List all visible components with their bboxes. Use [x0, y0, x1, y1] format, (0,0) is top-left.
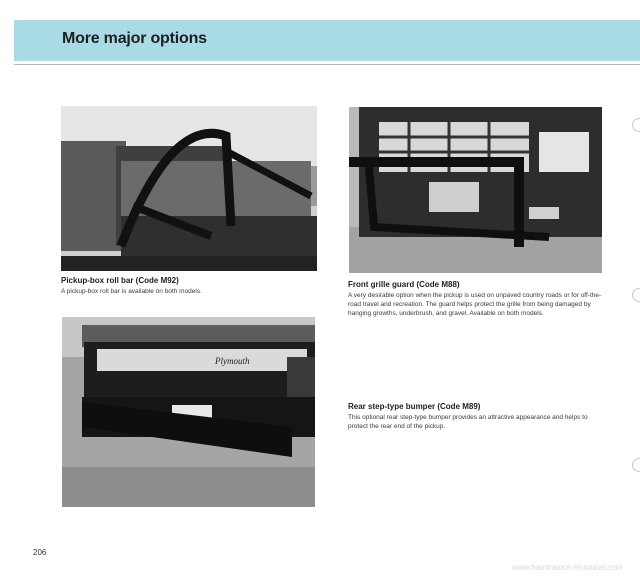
roll-bar-description: A pickup-box roll bar is available on both models.: [61, 288, 202, 295]
rear-bumper-title: Rear step-type bumper (Code M89): [348, 402, 481, 411]
page-number: 206: [33, 548, 47, 557]
grille-guard-description: A very desirable option when the pickup is used on unpaved country roads or for off-the-road travel and recreation. The guard helps protect the grille from being damaged by hanging growths, underbrush, and gravel. Available on both models.: [348, 292, 602, 317]
roll-bar-title: Pickup-box roll bar (Code M92): [61, 276, 179, 285]
rear-bumper-description: This optional rear step-type bumper provides an attractive appearance and helps to protect the rear end of the pickup.: [348, 414, 588, 430]
binder-hole-middle: [632, 288, 640, 302]
grille-guard-title: Front grille guard (Code M88): [348, 280, 460, 289]
rear-bumper-photo: [62, 317, 315, 507]
plymouth-badge: Plymouth: [215, 356, 250, 366]
grille-guard-photo: [349, 107, 602, 273]
roll-bar-photo: [61, 106, 317, 271]
binder-hole-bottom: [632, 458, 640, 472]
header-divider: [14, 64, 640, 65]
watermark: www.hamtramck-historical.com: [512, 563, 623, 572]
binder-hole-top: [632, 118, 640, 132]
page-title: More major options: [62, 30, 207, 47]
